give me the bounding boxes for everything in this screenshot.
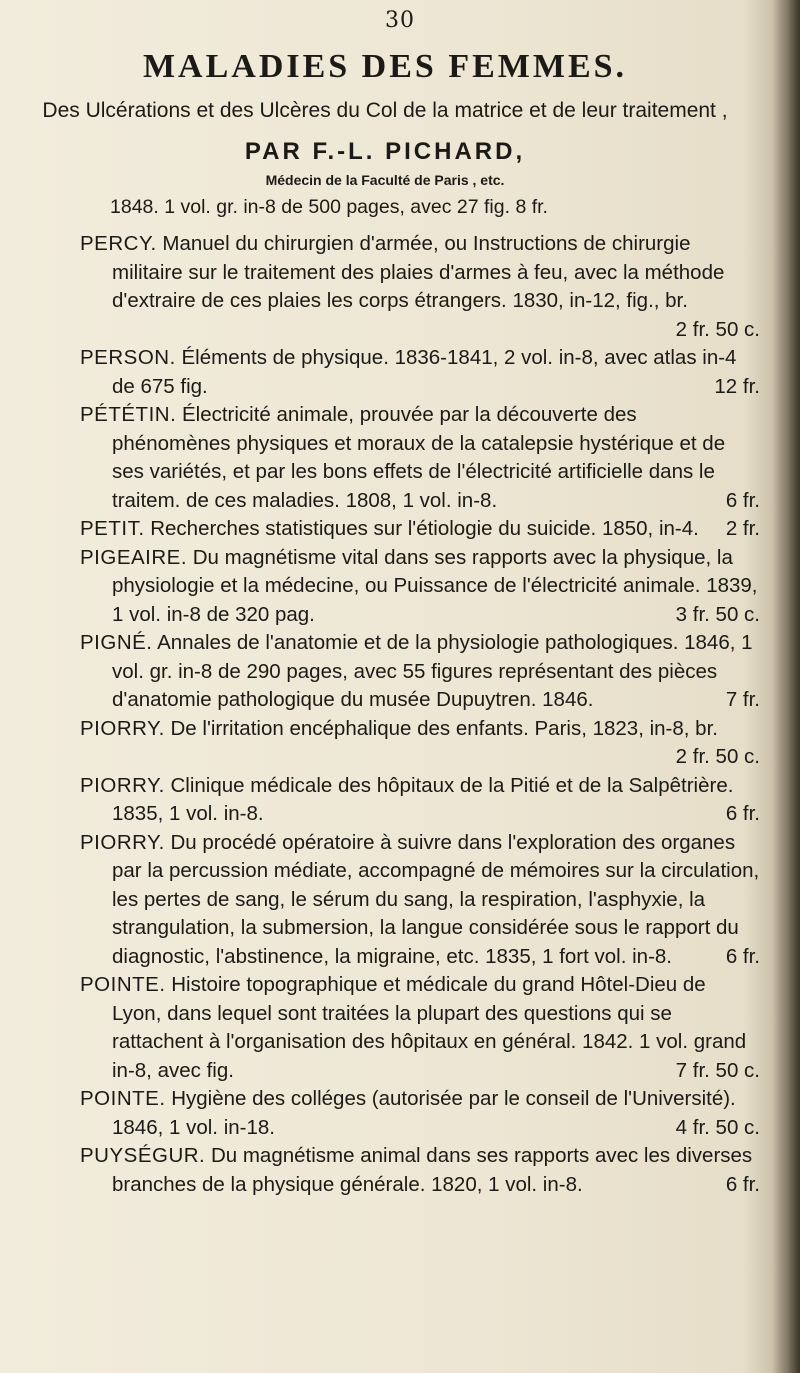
entry-price: 6 fr. — [725, 802, 760, 825]
catalogue-entry — [80, 1142, 760, 1199]
catalogue-entry — [80, 401, 760, 515]
entry-text: Électricité animale, prouvée par la découverte des phénomènes physiques et moraux de la catalepsie hystérique et de ses variétés, et par les bons effets de l'électricité artificielle dans le traitem. de ces maladies. 1808, 1 vol. in-8. — [112, 403, 726, 512]
entry-price: 6 fr. — [725, 488, 760, 512]
entry-price: 2 fr. — [725, 517, 760, 540]
entry-text: Hygiène des colléges (autorisée par le conseil de l'Université). 1846, 1 vol. in-18. — [112, 1087, 736, 1139]
entry-author: PERCY. — [80, 232, 157, 255]
catalogue-entry — [80, 772, 760, 829]
book-author: PAR F.-L. PICHARD, — [244, 138, 526, 165]
entry-author: POINTE. — [80, 1087, 166, 1110]
section-title: MALADIES DES FEMMES. — [142, 48, 628, 85]
catalogue-entry — [80, 544, 760, 630]
entry-text: Clinique médicale des hôpitaux de la Pitié et de la Salpêtrière. 1835, 1 vol. in-8. — [112, 773, 734, 825]
entry-price: 7 fr. — [725, 688, 760, 711]
entry-price: 6 fr. — [725, 1172, 760, 1196]
entry-text: Histoire topographique et médicale du grand Hôtel-Dieu de Lyon, dans lequel sont traitées la plupart des questions qui se rattachent à l'organisation des hôpitaux en général. 1842. 1 vol. grand in-8, avec fig. — [112, 973, 747, 1082]
catalogue-entry — [80, 230, 760, 344]
catalogue-entry — [80, 344, 760, 401]
entry-text: Du procédé opératoire à suivre dans l'exploration des organes par la percussion médiate, accompagné de mémoires sur la circulation, les pertes de sang, le sérum du sang, la respiration, l'asphyxie, la strangulation, la submersion, la langue considérée sous le rapport du diagnostic, l'abstinence, la migraine, etc. 1835, 1 fort vol. in-8. — [112, 830, 760, 968]
catalogue-entries — [80, 230, 760, 1199]
catalogue-entry — [80, 515, 760, 544]
catalogue-entry — [80, 971, 760, 1085]
entry-author: PETIT. — [80, 517, 145, 540]
entry-price: 2 fr. 50 c. — [675, 317, 760, 341]
author-affiliation: Médecin de la Faculté de Paris , etc. — [265, 172, 505, 188]
catalogue-entry — [80, 715, 760, 772]
page-number: 30 — [385, 8, 415, 33]
entry-text: Du magnétisme animal dans ses rapports avec les diverses branches de la physique générale. 1820, 1 vol. in-8. — [112, 1144, 753, 1196]
entry-author: PIGEAIRE. — [80, 545, 188, 569]
entry-author: PUYSÉGUR. — [80, 1144, 206, 1167]
catalogue-entry — [80, 829, 760, 972]
entry-price: 6 fr. — [725, 944, 760, 968]
entry-text: Manuel du chirurgien d'armée, ou Instructions de chirurgie militaire sur le traitement des plaies d'armes à feu, avec la méthode d'extraire de ces plaies les corps étrangers. 1830, in-12, fig., br. — [112, 232, 725, 312]
catalogue-entry — [80, 1085, 760, 1142]
entry-author: PÉTÉTIN. — [80, 403, 177, 426]
book-edition: 1848. 1 vol. gr. in-8 de 500 pages, avec 27 fig. 8 fr. — [110, 196, 548, 218]
entry-price: 2 fr. 50 c. — [675, 745, 760, 768]
entry-price: 3 fr. 50 c. — [675, 602, 760, 626]
entry-price: 7 fr. 50 c. — [675, 1058, 760, 1082]
entry-author: PIORRY. — [80, 773, 165, 797]
entry-author: PIORRY. — [80, 716, 165, 740]
entry-price: 12 fr. — [714, 374, 760, 398]
entry-text: Recherches statistiques sur l'étiologie du suicide. 1850, in-4. — [150, 517, 699, 540]
entry-text: Éléments de physique. 1836-1841, 2 vol. in-8, avec atlas in-4 de 675 fig. — [112, 346, 737, 398]
entry-author: POINTE. — [80, 973, 166, 996]
entry-price: 4 fr. 50 c. — [675, 1115, 760, 1139]
entry-text: Du magnétisme vital dans ses rapports avec la physique, la physiologie et la médecine, ou Puissance de l'électricité animale. 1839, 1 vol. in-8 de 320 pag. — [112, 545, 758, 626]
page-edge-shadow — [772, 0, 800, 1373]
entry-author: PIGNÉ. — [80, 631, 153, 654]
book-subtitle: Des Ulcérations et des Ulcères du Col de la matrice et de leur traitement , — [42, 99, 728, 122]
entry-text: De l'irritation encéphalique des enfants. Paris, 1823, in-8, br. — [170, 716, 718, 740]
entry-text: Annales de l'anatomie et de la physiologie pathologiques. 1846, 1 vol. gr. in-8 de 290 pages, avec 55 figures représentant des pièces d'anatomie pathologique du musée Dupuytren. 1846. — [112, 631, 753, 711]
entry-author: PIORRY. — [80, 830, 165, 854]
catalogue-entry — [80, 629, 760, 715]
entry-author: PERSON. — [80, 346, 176, 369]
